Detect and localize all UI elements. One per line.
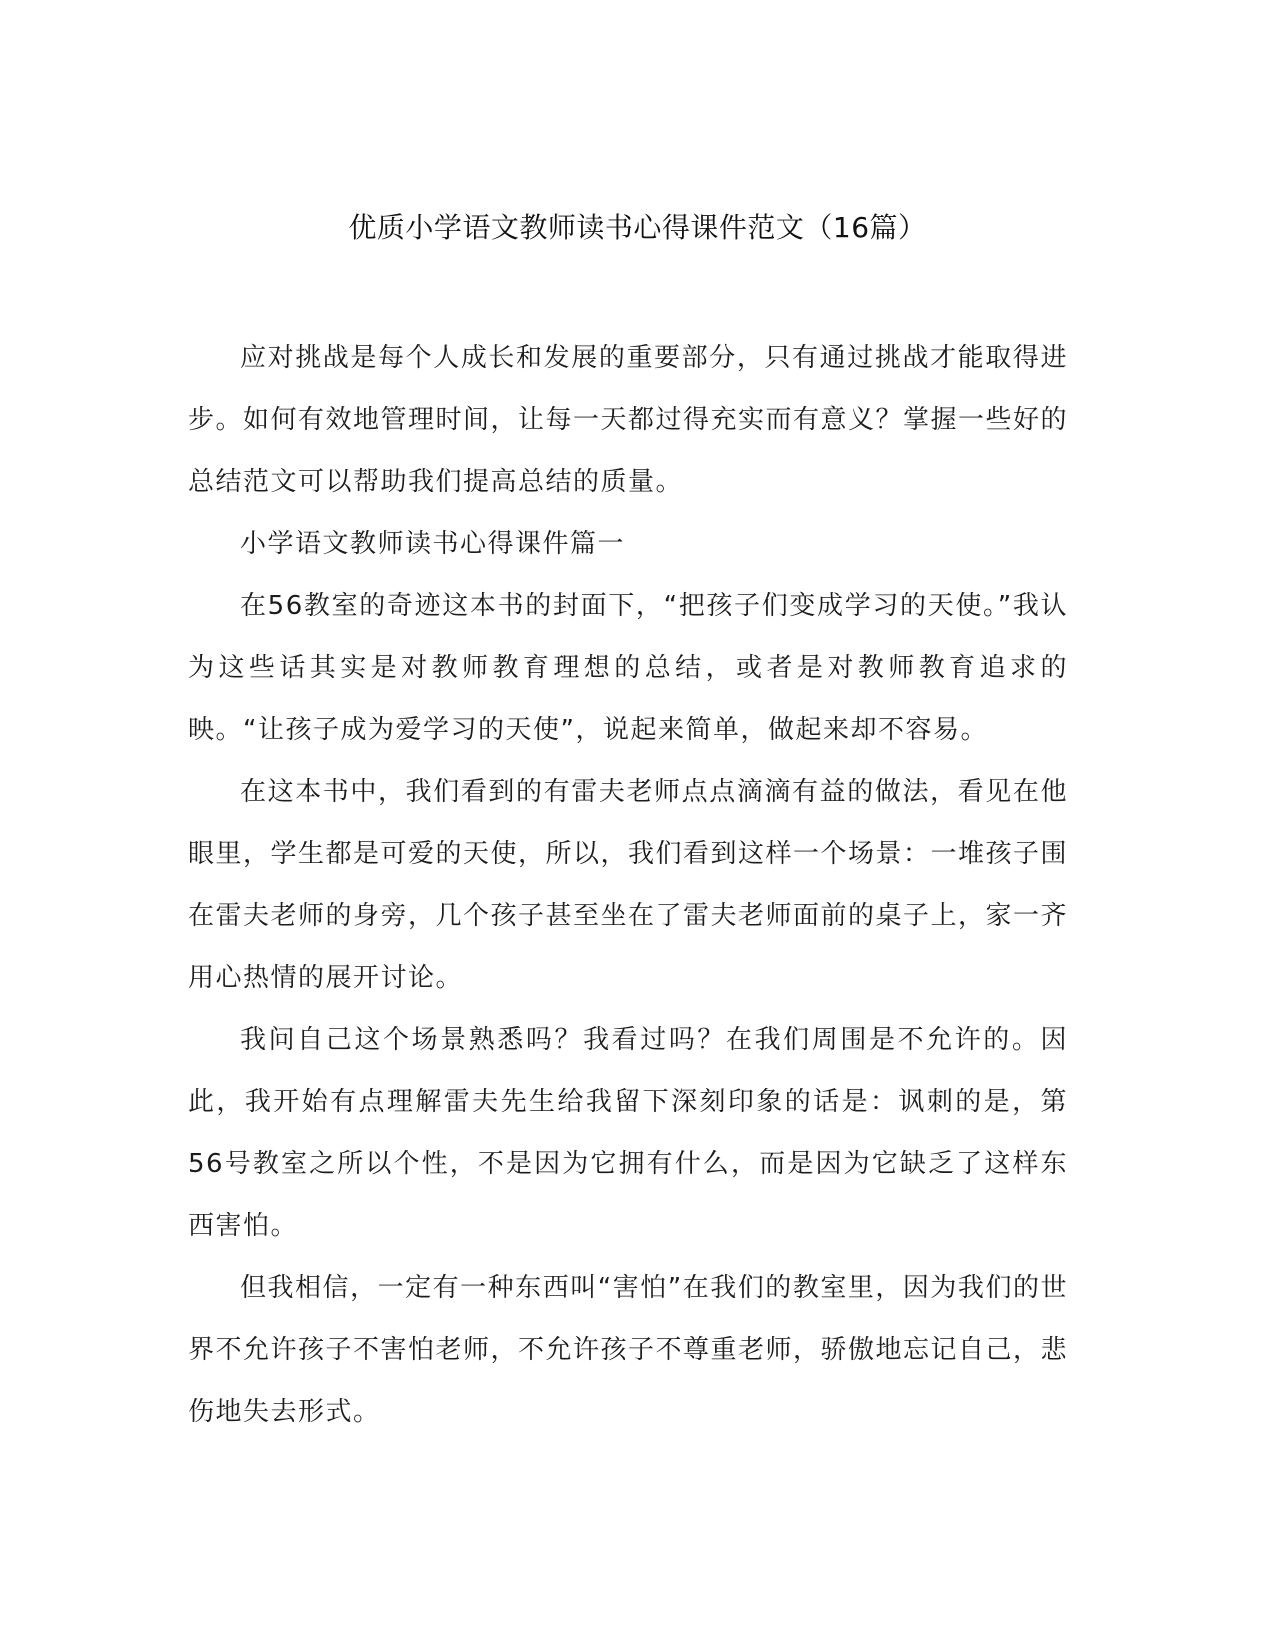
intro-paragraph: 应对挑战是每个人成长和发展的重要部分，只有通过挑战才能取得进步。如何有效地管理时间，让每一天都过得充实而有意义？掌握一些好的总结范文可以帮助我们提高总结的质量。 [188,343,1069,497]
body-paragraph: 但我相信，一定有一种东西叫“害怕”在我们的教室里，因为我们的世界不允许孩子不害怕老师，不允许孩子不尊重老师，骄傲地忘记自己，悲伤地失去形式。 [188,1273,1069,1427]
document-title: 优质小学语文教师读书心得课件范文（16篇） [348,211,927,244]
body-paragraph: 我问自己这个场景熟悉吗？我看过吗？在我们周围是不允许的。因此，我开始有点理解雷夫先生给我留下深刻印象的话是：讽刺的是，第56号教室之所以个性，不是因为它拥有什么，而是因为它缺乏了这样东西害怕。 [188,1025,1068,1241]
body-paragraph: 在56教室的奇迹这本书的封面下，“把孩子们变成学习的天使。”我认为这些话其实是对教师教育理想的总结，或者是对教师教育追求的映。“让孩子成为爱学习的天使”，说起来简单，做起来却不容易。 [188,591,1068,745]
section-heading: 小学语文教师读书心得课件篇一 [240,529,626,559]
body-paragraph: 在这本书中，我们看到的有雷夫老师点点滴滴有益的做法，看见在他眼里，学生都是可爱的天使，所以，我们看到这样一个场景：一堆孩子围在雷夫老师的身旁，几个孩子甚至坐在了雷夫老师面前的桌子上，家一齐用心热情的展开讨论。 [188,777,1069,993]
document-body [188,327,1068,1443]
